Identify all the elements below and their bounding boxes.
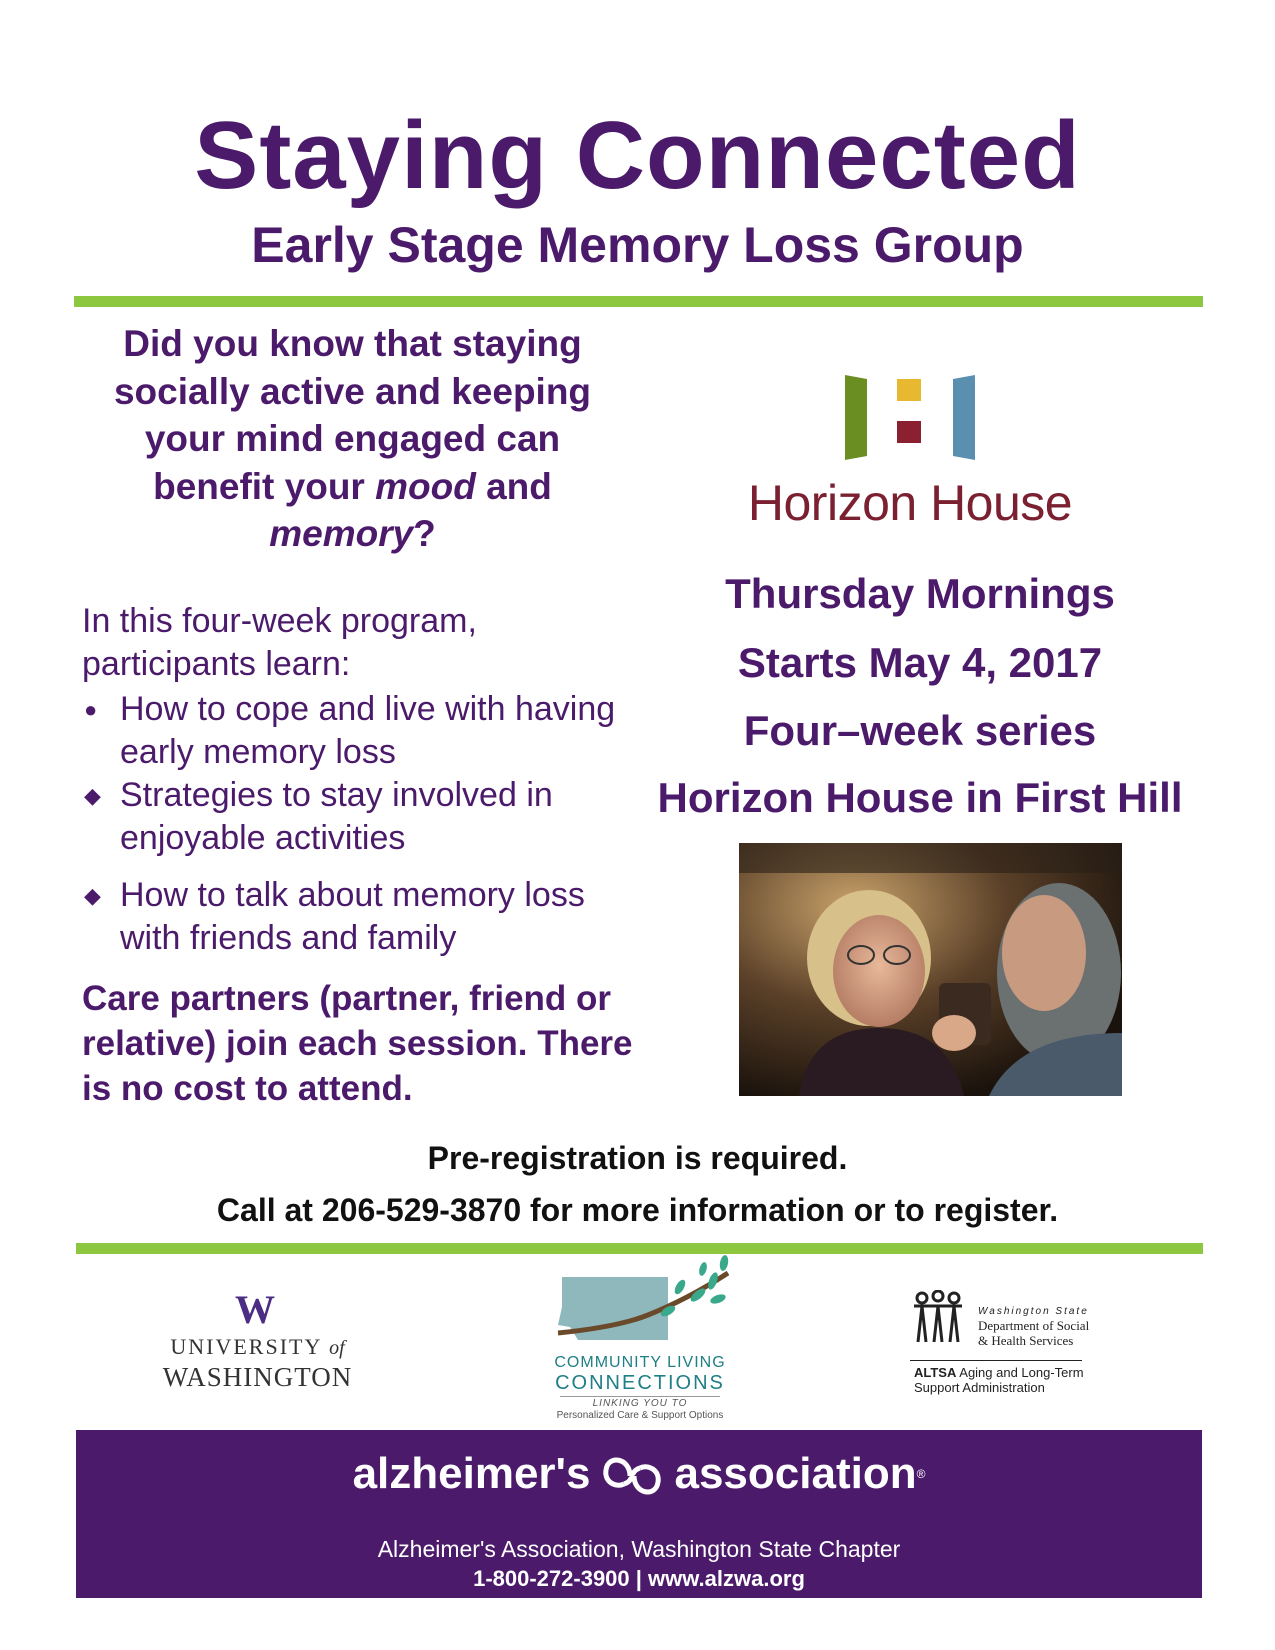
page-title: Staying Connected: [194, 102, 1081, 209]
lead-question: [80, 320, 625, 558]
bullet-text: Strategies to stay involved in enjoyable activities: [120, 776, 553, 857]
dshs-dept-line1: Department of Social: [978, 1318, 1090, 1333]
altsa-rest: Aging and Long-Term: [956, 1365, 1084, 1380]
bullet-text: How to cope and live with having early memory loss: [120, 690, 616, 771]
horizon-house-name: Horizon House: [747, 475, 1073, 531]
alz-brand-left: alzheimer's: [352, 1449, 591, 1498]
altsa-bold: ALTSA: [914, 1365, 957, 1380]
uw-wordmark: [150, 1334, 365, 1393]
alzheimers-association-logo: [76, 1444, 1202, 1504]
clc-tagline1: LINKING YOU TO: [560, 1396, 720, 1410]
event-series: Four–week series: [743, 707, 1097, 754]
lead-mood: mood: [375, 465, 476, 507]
uw-logo-icon: W: [235, 1287, 275, 1332]
list-item: [82, 774, 622, 860]
list-item: [82, 874, 622, 960]
top-divider: [74, 296, 1203, 307]
page-subtitle: Early Stage Memory Loss Group: [251, 217, 1024, 273]
lead-end: ?: [413, 513, 436, 554]
clc-wordmark: [530, 1354, 750, 1422]
dshs-dept-line2: & Health Services: [978, 1333, 1074, 1348]
lead-memory: memory: [269, 513, 414, 554]
program-bullets: [82, 688, 622, 960]
altsa-line1: [914, 1365, 1084, 1380]
care-partners-note: Care partners (partner, friend or relative) join each session. There is no cost to attend.: [82, 979, 633, 1108]
alz-registered-mark: ®: [916, 1467, 926, 1481]
uw-line2: WASHINGTON: [162, 1362, 353, 1392]
bullet-icon: ●: [84, 697, 98, 722]
event-photo: [739, 843, 1122, 1096]
altsa-line2: Support Administration: [914, 1380, 1045, 1395]
call-to-register: Call at 206-529-3870 for more information or to register.: [216, 1192, 1059, 1228]
dshs-divider: [910, 1360, 1082, 1361]
uw-university: UNIVERSITY: [170, 1334, 322, 1359]
event-start: Starts May 4, 2017: [737, 639, 1103, 686]
horizon-house-logo-icon: [845, 375, 975, 460]
preregistration-note: Pre-registration is required.: [427, 1140, 848, 1176]
lead-and: and: [475, 465, 552, 507]
bottom-divider: [76, 1243, 1203, 1254]
footer-chapter: Alzheimer's Association, Washington State Chapter: [377, 1536, 901, 1562]
uw-of: of: [329, 1337, 345, 1359]
uw-line1: [150, 1334, 365, 1361]
altsa-text: [914, 1365, 1084, 1395]
community-living-connections-logo-icon: [548, 1255, 734, 1355]
dshs-logo-icon: [910, 1290, 966, 1346]
event-day: Thursday Mornings: [725, 570, 1115, 617]
alz-brand-right: association: [674, 1449, 917, 1498]
dshs-department: [978, 1318, 1089, 1348]
event-location: Horizon House in First Hill: [657, 774, 1183, 821]
bullet-icon: ◆: [84, 783, 101, 808]
lead-text: Did you know that staying socially active and keeping your mind engaged can benefit your: [113, 323, 592, 507]
program-intro: In this four-week program, participants learn:: [82, 602, 477, 683]
alz-purple-mark-icon: [600, 1448, 664, 1504]
list-item: [82, 688, 622, 774]
bullet-text: How to talk about memory loss with friends and family: [120, 876, 585, 957]
dshs-state: Washington State: [978, 1306, 1089, 1317]
bullet-icon: ◆: [84, 883, 101, 908]
clc-tagline2: Personalized Care & Support Options: [556, 1410, 724, 1421]
clc-line2: CONNECTIONS: [555, 1372, 725, 1394]
footer-contact: 1-800-272-3900 | www.alzwa.org: [473, 1566, 805, 1591]
clc-line1: COMMUNITY LIVING: [554, 1354, 726, 1371]
